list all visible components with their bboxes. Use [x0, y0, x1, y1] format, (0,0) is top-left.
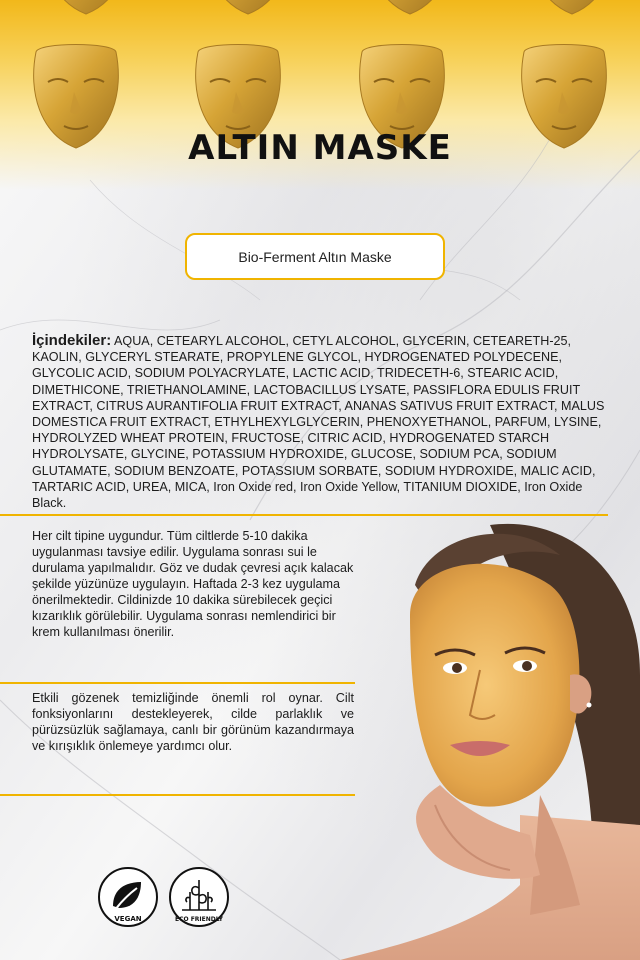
page-title: ALTIN MASKE [188, 128, 452, 168]
benefit-text: Etkili gözenek temizliğinde önemli rol oynar. Cilt fonksiyonlarını destekleyerek, cilde parlaklık ve pürüzsüzlük sağlamaya, canlı bir görünüm kazandırmaya ve kırışıklık önlemeye yardımcı olur. [32, 691, 354, 753]
vegan-label: VEGAN [114, 915, 142, 923]
mask-icon [530, 0, 615, 14]
mask-icon [368, 0, 453, 14]
ingredients-text: AQUA, CETEARYL ALCOHOL, CETYL ALCOHOL, GLYCERIN, CETEARETH-25, KAOLIN, GLYCERYL STEARATE, PROPYLENE GLYCOL, HYDROGENATED POLYDECENE, GLYCOLIC ACID, SODIUM POLYACRYLATE, LACTIC ACID, TRIDECETH-6, STEARIC ACID, DIMETHICONE, TRIETHANOLAMINE, LACTOBACILLUS LYSATE, PASSIFLORA EDULIS FRUIT EXTRACT, CITRUS AURANTIFOLIA FRUIT EXTRACT, ANANAS SATIVUS FRUIT EXTRACT, MALUS DOMESTICA FRUIT EXTRACT, ETHYLHEXYLGLYCERIN, PHENOXYETHANOL, PARFUM, LYSINE, HYDROLYZED WHEAT PROTEIN, FRUCTOSE, CITRIC ACID, HYDROGENATED STARCH HYDROLYSATE, GLYCINE, POTASSIUM HYDROXIDE, GLUCOSE, SODIUM PCA, SODIUM GLUTAMATE, SODIUM BENZOATE, POTASSIUM SORBATE, SODIUM HYDROXIDE, MALIC ACID, TARTARIC ACID, UREA, MICA, Iron Oxide red, Iron Oxide Yellow, TITANIUM DIOXIDE, Iron Oxide Black. [32, 334, 605, 511]
vegan-badge [97, 866, 159, 928]
eco-friendly-badge [168, 866, 230, 928]
mask-icon [44, 0, 129, 14]
product-name-badge [185, 233, 445, 280]
ingredients-label: İçindekiler: [32, 332, 112, 349]
divider [0, 682, 355, 684]
product-name: Bio-Ferment Altın Maske [238, 248, 392, 265]
usage-instructions: Her cilt tipine uygundur. Tüm ciltlerde 5-10 dakika uygulanması tavsiye edilir. Uygulama sonrası sui le durulama yapılmalıdır. Göz ve dudak çevresi açık kalacak şekilde yüzünüze uygulayın. Haftada 2-3 kez uygulama önerilmektedir. Cildinizde 10 dakika sürebilecek geçici kızarıklık görülebilir. Uygulama sonrası nemlendirici bir krem kullanılması önerilir. [32, 529, 354, 639]
ingredients-block [32, 333, 612, 511]
model-photo [340, 505, 640, 960]
divider [0, 794, 355, 796]
eco-label: ECO FRIENDLY [175, 916, 223, 923]
mask-icon [206, 0, 291, 14]
